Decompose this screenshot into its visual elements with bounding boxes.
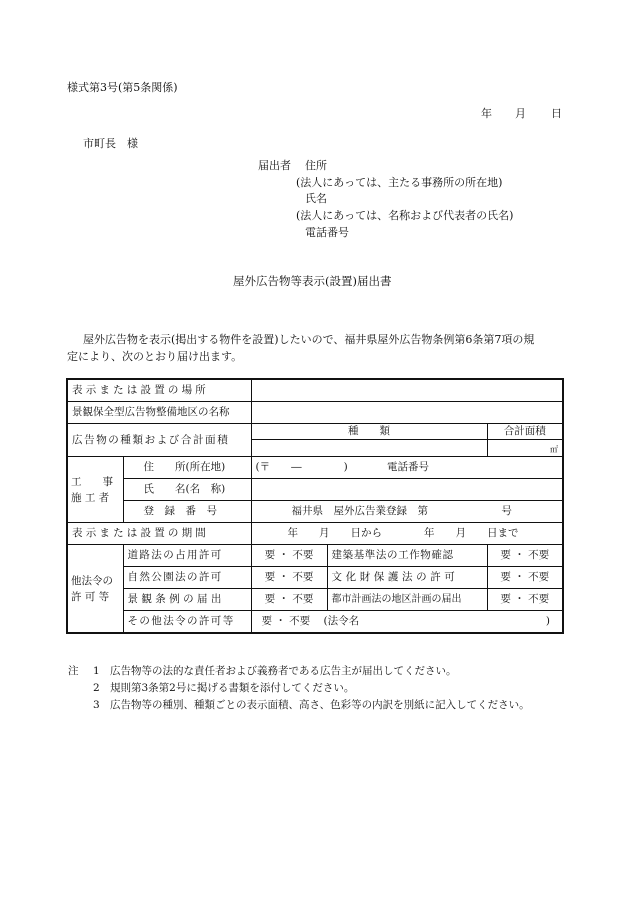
building-confirm-choice[interactable]: 要 ・ 不要 [487, 545, 563, 567]
label-building-confirm: 建築基準法の工作物確認 [327, 545, 487, 567]
applicant-name-note: (法人にあっては、名称および代表者の氏名) [296, 209, 514, 222]
note-2: 規則第3条第2号に掲げる書類を添付してください。 [110, 682, 355, 694]
label-display-location: 表示または設置の場所 [67, 379, 251, 402]
contractor-name-field[interactable] [251, 479, 563, 501]
registration-suffix: 号 [501, 505, 512, 517]
other-law-choice[interactable]: 要 ・ 不要 [261, 615, 311, 627]
label-landscape-notify: 景観条例の届出 [123, 589, 251, 611]
body-text-line2: 定により、次のとおり届け出ます。 [67, 350, 243, 363]
display-location-field[interactable] [251, 379, 563, 402]
registration-no-field[interactable] [251, 501, 563, 523]
ad-type-field[interactable] [251, 440, 487, 457]
label-contractor [67, 457, 123, 523]
date-month: 月 [515, 107, 526, 120]
law-name-close: ) [545, 615, 551, 627]
applicant-phone: 電話番号 [305, 226, 349, 239]
registration-prefix: 福井県 屋外広告業登録 第 [291, 505, 428, 517]
notification-form-table [66, 378, 564, 634]
contractor-phone-label: 電話番号 [387, 461, 430, 473]
contractor-label-top: 工 事 [71, 475, 113, 488]
label-other-permits [67, 545, 123, 634]
road-permit-choice[interactable]: 要 ・ 不要 [251, 545, 327, 567]
cultural-permit-choice[interactable]: 要 ・ 不要 [487, 567, 563, 589]
header-area: 合計面積 [487, 424, 563, 440]
display-period-field[interactable]: 年 月 日から 年 月 日まで [251, 523, 563, 545]
applicant-address-note: (法人にあっては、主たる事務所の所在地) [296, 176, 503, 189]
label-landscape-area: 景観保全型広告物整備地区の名称 [67, 402, 251, 424]
note-1: 広告物等の法的な責任者および義務者である広告主が届出してください。 [110, 665, 457, 677]
label-display-period: 表示または設置の期間 [67, 523, 251, 545]
urban-plan-notify-choice[interactable]: 要 ・ 不要 [487, 589, 563, 611]
landscape-area-field[interactable] [251, 402, 563, 424]
body-text-line1: 屋外広告物を表示(掲出する物件を設置)したいので、福井県屋外広告物条例第6条第7項の規 [83, 333, 535, 346]
label-urban-plan-notify: 都市計画法の地区計画の届出 [327, 589, 487, 611]
label-ad-type-area: 広告物の種類および合計面積 [67, 424, 251, 457]
notes-label: 注 [68, 665, 79, 677]
law-name-label: (法令名 [323, 615, 360, 627]
other-permits-label-top: 他法令の [71, 574, 113, 587]
other-permits-label-bottom: 許 可 等 [71, 590, 110, 603]
applicant-address: 住所 [305, 159, 327, 172]
contractor-address-field[interactable] [251, 457, 563, 479]
other-law-field[interactable] [251, 611, 563, 634]
label-road-permit: 道路法の占用許可 [123, 545, 251, 567]
label-cultural-permit: 文化財保護法の許可 [327, 567, 487, 589]
label-contractor-address: 住 所(所在地) [123, 457, 251, 479]
applicant-name: 氏名 [305, 192, 327, 205]
note-2-number: 2 [93, 682, 100, 694]
note-3: 広告物等の種別、種類ごとの表示面積、高さ、色彩等の内訳を別紙に記入してください。 [110, 699, 530, 711]
note-3-number: 3 [93, 699, 100, 711]
note-1-number: 1 [93, 665, 100, 677]
label-contractor-name: 氏 名(名 称) [123, 479, 251, 501]
label-park-permit: 自然公園法の許可 [123, 567, 251, 589]
date-year: 年 [481, 107, 492, 120]
applicant-label: 届出者 [258, 159, 291, 172]
contractor-label-bottom: 施 工 者 [71, 491, 110, 504]
park-permit-choice[interactable]: 要 ・ 不要 [251, 567, 327, 589]
landscape-notify-choice[interactable]: 要 ・ 不要 [251, 589, 327, 611]
label-other-law-permit: その他法令の許可等 [123, 611, 251, 634]
date-day: 日 [551, 107, 562, 120]
header-type: 種 類 [251, 424, 487, 440]
postal-code: (〒 ― ) [255, 461, 348, 473]
label-registration-no: 登 録 番 号 [123, 501, 251, 523]
document-title: 屋外広告物等表示(設置)届出書 [233, 274, 392, 288]
area-unit[interactable]: ㎡ [487, 440, 563, 457]
addressee: 市町長 様 [83, 137, 138, 150]
form-number: 様式第3号(第5条関係) [67, 81, 178, 94]
